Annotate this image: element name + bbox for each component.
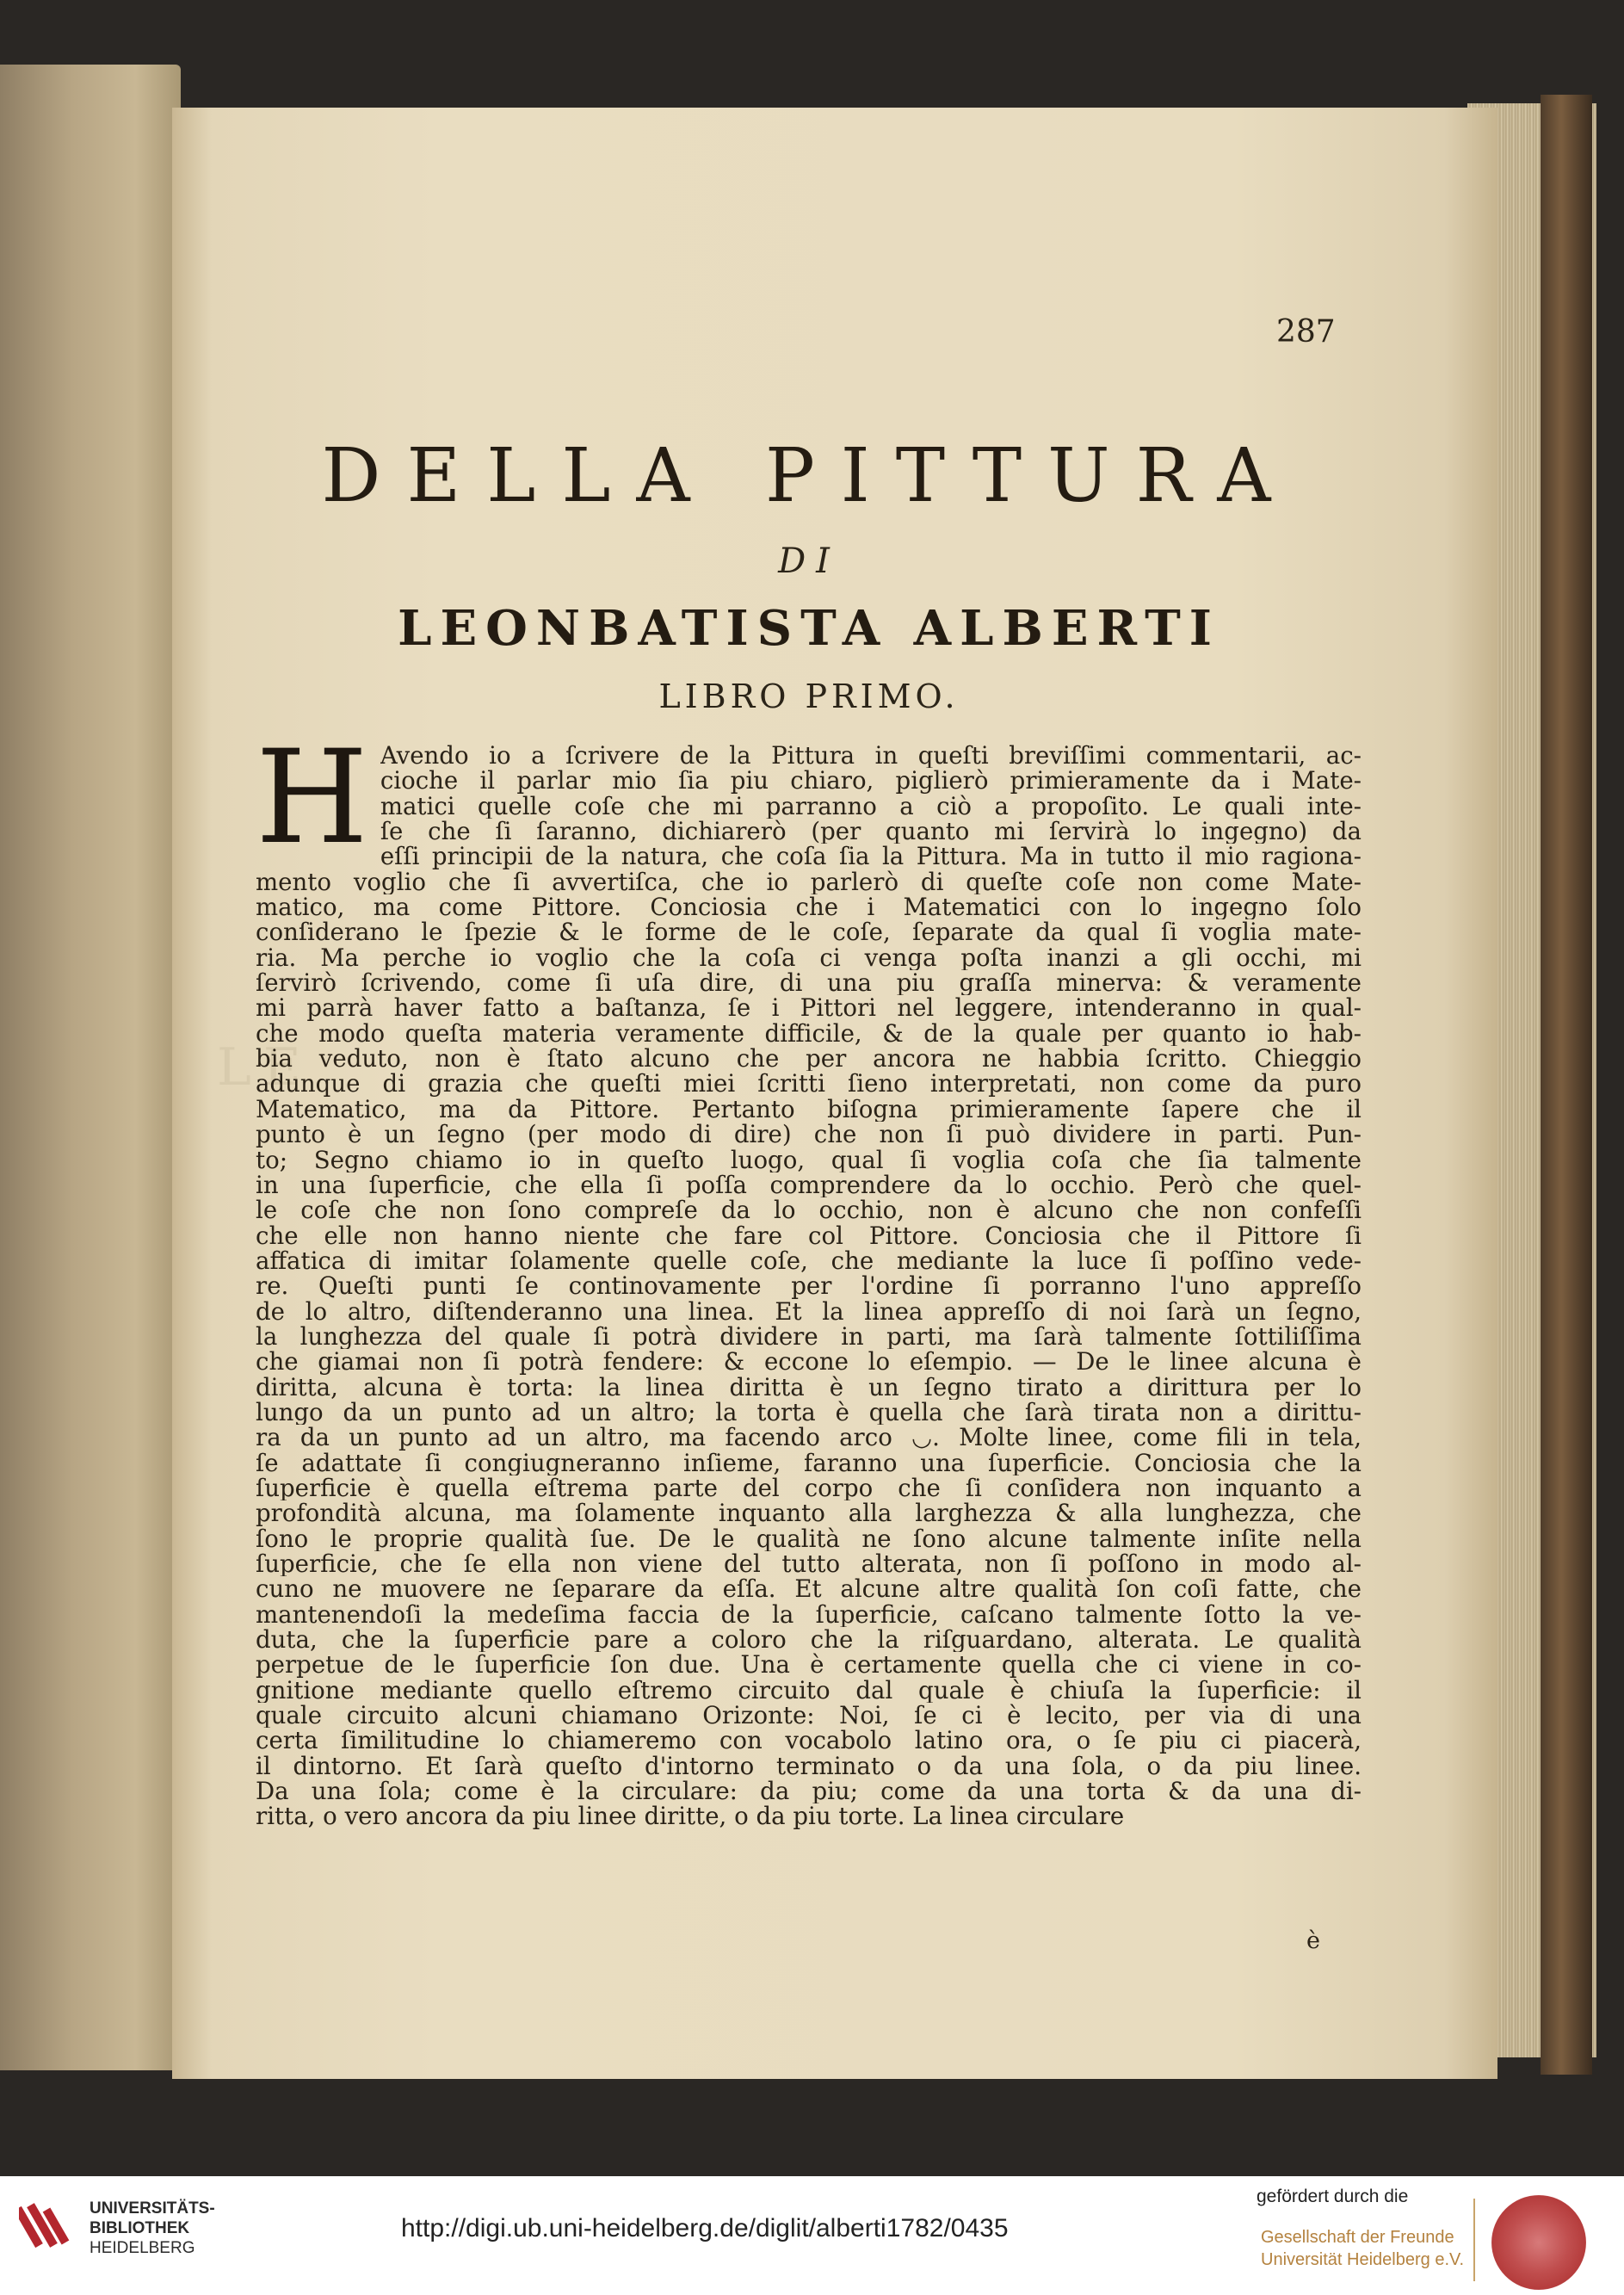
text-line: ſe che ſi ſaranno, dichiarerò (per quanto mi ſervirà lo ingegno) da [380,819,1362,844]
author-name: LEONBATISTA ALBERTI [398,600,1220,657]
text-line: ſuperficie, che ſe ella non viene del tutto alterata, non ſi poſſono in modo al- [256,1551,1362,1577]
catchword: è [1306,1927,1320,1954]
permalink-url[interactable]: http://digi.ub.uni-heidelberg.de/diglit/alberti1782/0435 [401,2214,1009,2242]
sponsor-line-1: Gesellschaft der Freunde [1261,2228,1454,2247]
text-line: matici quelle coſe che mi parranno a ciò a propoſito. Le quali inte- [380,793,1362,820]
text-line: le coſe che non ſono compreſe da lo occhio, non è alcuno che non confeſſi [256,1197,1362,1223]
text-line: cuno ne muovere ne ſeparare da eſſa. Et alcune altre qualità ſon coſi fatte, che [256,1576,1362,1602]
book-page [172,108,1497,2079]
text-line: la lunghezza del quale ſi potrà dividere in parti, ma ſarà talmente ſottiliſſima [256,1323,1362,1350]
library-name [90,2199,215,2258]
text-line: ſervirò ſcrivendo, come ſi uſa dire, di una piu graſſa minerva: & veramente [256,970,1362,996]
book-cover-edge [1541,95,1592,2075]
library-name-line-3: HEIDELBERG [90,2239,195,2257]
sponsor-line-2: Universität Heidelberg e.V. [1261,2250,1465,2269]
text-line: mento voglio che ſi avvertiſca, che io parlerò di queſte coſe non come Mate- [256,869,1362,895]
text-line: perpetue de le ſuperficie ſon due. Una è certamente quella che ci viene in co- [256,1652,1362,1678]
text-line: conſiderano le ſpezie & le forme de le coſe, ſeparate da qual ſi voglia mate- [256,919,1362,945]
drop-cap: H [256,723,368,873]
text-line: cioche il parlar mio ſia piu chiaro, piglierò primieramente da i Mate- [380,768,1362,794]
footer-bar [0,2176,1624,2295]
title-preposition: DI [778,541,840,581]
footer-divider [1473,2199,1475,2281]
university-seal-icon [1491,2195,1586,2290]
text-lines [256,723,1362,1829]
text-line: che giamai non ſi potrà fendere: & eccone lo eſempio. — De le linee alcuna è [256,1349,1362,1375]
text-line: adunque di grazia che queſti miei ſcritti ſieno interpretati, non come da puro [256,1071,1362,1097]
text-line: mi parrà haver fatto a baſtanza, ſe i Pittori nel leggere, intenderanno in qual- [256,995,1362,1021]
text-line: re. Queſti punti ſe continovamente per l'ordine ſi porranno l'uno appreſſo [256,1273,1362,1299]
page-number: 287 [1276,314,1336,350]
text-line: ſono le proprie qualità ſue. De le qualità ne ſono alcune talmente inſite nella [256,1525,1362,1551]
text-line: che modo queſta materia veramente difficile, & de la quale per quanto io hab- [256,1020,1362,1047]
text-line: Matematico, ma da Pittore. Pertanto biſogna primieramente ſapere che il [256,1096,1362,1123]
text-line: to; Segno chiamo io in queſto luogo, qual ſi voglia coſa che ſia talmente [256,1147,1362,1172]
text-line: che elle non hanno niente che fare col Pittore. Conciosia che il Pittore ſi [256,1222,1362,1248]
book-heading: LIBRO PRIMO. [658,677,960,715]
text-line: mantenendoſi la medeſima faccia de la ſuperficie, caſcano talmente ſotto la ve- [256,1601,1362,1628]
show-through-text: LE [217,1037,313,1098]
left-page-edge [0,65,181,2070]
text-line: gnitione mediante quello eſtremo circuito dal quale è chiuſa la ſuperficie: il [256,1677,1362,1704]
text-line: Avendo io a ſcrivere de la Pittura in queſti breviſſimi commentarii, ac- [380,743,1362,769]
text-line: quale circuito alcuni chiamano Orizonte: Noi, ſe ci è lecito, per via di una [256,1703,1362,1729]
text-line: affatica di imitar ſolamente quelle coſe, che mediante la luce ſi poſſino vede- [256,1247,1362,1274]
text-line: duta, che la ſuperficie pare a coloro che la riſguardano, alterata. Le qualità [256,1627,1362,1653]
text-line: ritta, o vero ancora da piu linee diritte, o da piu torte. La linea circulare [256,1803,1125,1829]
text-line: ria. Ma perche io voglio che la coſa ci venga poſta inanzi a gli occhi, mi [256,944,1362,971]
text-line: ſuperficie è quella eſtrema parte del corpo che ſi conſidera non inquanto a [256,1475,1362,1501]
text-line: bia veduto, non è ſtato alcuno che per ancora ne habbia ſcritto. Chieggio [256,1046,1362,1072]
library-logo-icon [19,2195,79,2255]
library-name-line-2: BIBLIOTHEK [90,2219,190,2237]
body-text [256,723,1362,1829]
text-line: ra da un punto ad un altro, ma facendo arco ◡. Molte linee, come fili in tela, [256,1425,1362,1451]
sponsor-name [1261,2226,1464,2271]
text-line: il dintorno. Et ſarà queſto d'intorno terminato o da una ſola, o da piu linee. [256,1753,1362,1779]
funded-by-label: gefördert durch die [1257,2187,1409,2206]
text-line: certa ſimilitudine lo chiameremo con vocabolo latino ora, o ſe piu ci piacerà, [256,1728,1362,1754]
page-title: DELLA PITTURA [321,433,1297,519]
text-line: punto è un ſegno (per modo di dire) che non ſi può dividere in parti. Pun- [256,1122,1362,1148]
text-line: Da una ſola; come è la circulare: da piu; come da una torta & da una di- [256,1778,1362,1804]
text-line: profondità alcuna, ma ſolamente inquanto alla larghezza & alla lunghezza, che [256,1500,1362,1526]
text-line: eſſi principii de la natura, che coſa ſia la Pittura. Ma in tutto il mio ragiona- [380,844,1362,869]
text-line: diritta, alcuna è torta: la linea diritta è un ſegno tirato a dirittura per lo [256,1374,1362,1400]
text-line: de lo altro, diſtenderanno una linea. Et la linea appreſſo di noi ſarà un ſegno, [256,1298,1362,1324]
library-name-line-1: UNIVERSITÄTS- [90,2199,215,2218]
text-line: in una ſuperficie, che ella ſi poſſa comprendere da lo occhio. Però che quel- [256,1172,1362,1198]
text-line: matico, ma come Pittore. Conciosia che i Matematici con lo ingegno ſolo [256,894,1362,920]
text-line: ſe adattate ſi congiugneranno inſieme, faranno una ſuperficie. Conciosia che la [256,1450,1362,1475]
text-line: lungo da un punto ad un altro; la torta è quella che ſarà tirata non a dirittu- [256,1399,1362,1426]
